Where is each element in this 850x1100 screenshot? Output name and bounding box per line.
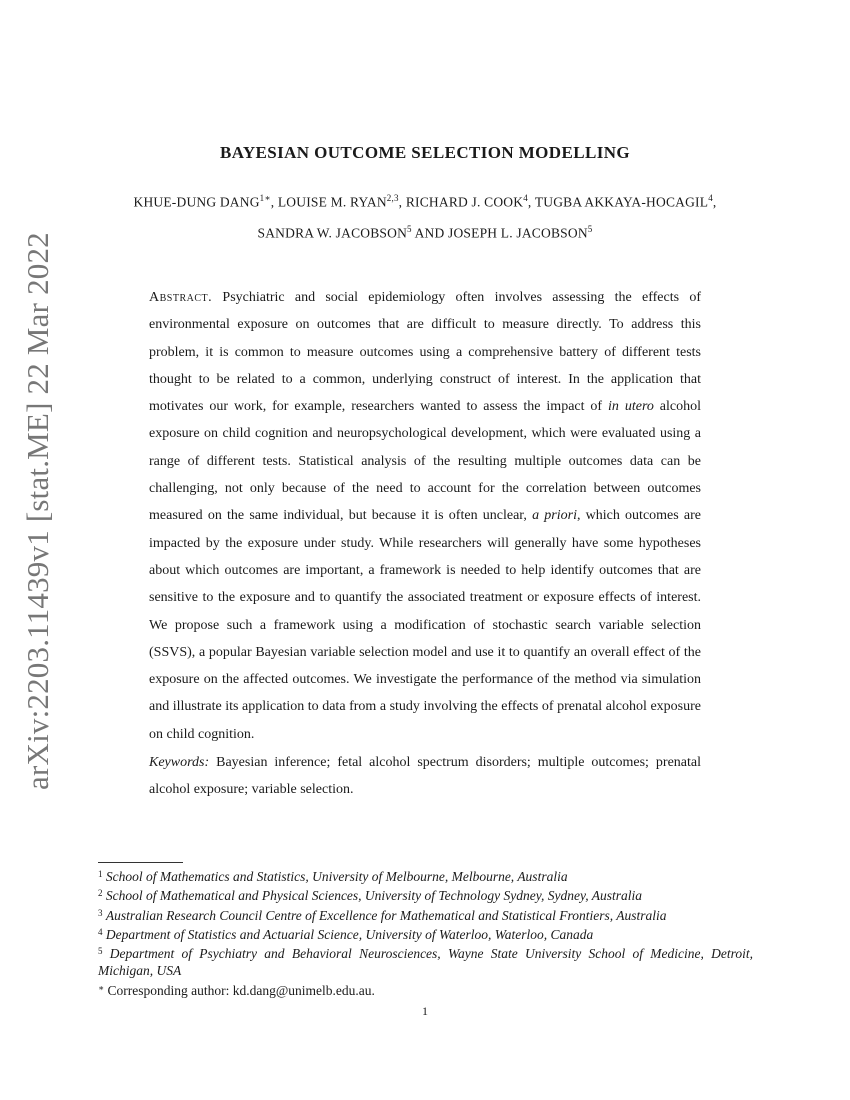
abstract-text: alcohol exposure on child cognition and neuropsychological development, which were evaluated using a range of different tests. Statistical analysis of the resulting multiple outcomes data can be challenging, not only because of the need to account for the correlation between outcomes measured on the same individual, but because it is often unclear,	[149, 399, 702, 524]
footnote-affiliation	[98, 905, 753, 924]
footnote-corresponding-author	[98, 980, 753, 999]
footnote-affiliation	[98, 885, 753, 904]
keywords-text: Bayesian inference; fetal alcohol spectrum disorders; multiple outcomes; prenatal alcohol exposure; variable selection.	[149, 755, 701, 798]
author-name: JOSEPH L. JACOBSON	[448, 225, 588, 240]
author-name: RICHARD J. COOK	[405, 194, 524, 210]
author-affiliation-mark: 4	[708, 193, 713, 203]
footnote-mark: 4	[98, 926, 103, 937]
author-name: LOUISE M. RYAN	[277, 194, 387, 210]
footnote-affiliation	[98, 924, 753, 943]
author-name: KHUE-DUNG DANG	[133, 194, 260, 210]
footnote-mark: 5	[98, 946, 103, 957]
abstract-text: Psychiatric and social epidemiology often involves assessing the effects of environmental exposure on outcomes that are difficult to measure directly. To address this problem, it is common to measure outcomes using a comprehensive battery of different tests thought to be related to a common, underlying construct of interest. In the application that motivates our work, for example, researchers wanted to assess the impact of	[149, 290, 702, 415]
author-affiliation-mark: 5	[587, 223, 593, 234]
author-affiliation-mark: 1∗	[259, 193, 271, 203]
author-affiliation-mark: 4	[523, 193, 528, 203]
author-separator: ,	[270, 194, 278, 210]
page-number: 1	[422, 1004, 428, 1018]
footnote-mark: ∗	[98, 982, 105, 993]
author-name: SANDRA W. JACOBSON	[257, 225, 408, 240]
abstract-label: Abstract.	[149, 290, 213, 305]
author-separator: ,	[712, 194, 717, 210]
keywords-paragraph	[149, 749, 701, 804]
author-line-1	[60, 185, 790, 216]
keywords-label: Keywords:	[149, 755, 210, 770]
footnote-text: Department of Psychiatry and Behavioral Neurosciences, Wayne State University School of Medicine, Detroit, Michigan, USA	[98, 946, 753, 979]
abstract-italic-term: in utero	[608, 399, 654, 415]
footnote-affiliation	[98, 943, 753, 980]
corresponding-author-text: Corresponding author: kd.dang@unimelb.edu.au.	[107, 982, 375, 998]
author-separator: ,	[398, 194, 406, 210]
footnote-mark: 1	[98, 869, 103, 879]
author-line-2	[60, 216, 790, 247]
footnote-text: Australian Research Council Centre of Excellence for Mathematical and Statistical Frontiers, Australia	[105, 907, 667, 923]
footnotes	[98, 866, 753, 999]
footnote-affiliation	[98, 866, 753, 885]
author-separator: AND	[411, 225, 449, 240]
footnote-text: Department of Statistics and Actuarial Science, University of Waterloo, Waterloo, Canada	[105, 926, 594, 942]
author-affiliation-mark: 2,3	[386, 193, 399, 203]
abstract-text: , which outcomes are impacted by the exposure under study. While researchers will generally have some hypotheses about which outcomes are important, a framework is needed to help identify outcomes that are sensitive to the exposure and to quantify the associated treatment or exposure effects of interest. We propose such a framework using a modification of stochastic search variable selection (SSVS), a popular Bayesian variable selection model and use it to quantify an overall effect of the exposure on the affected outcomes. We investigate the performance of the method via simulation and illustrate its application to data from a study involving the effects of prenatal alcohol exposure on child cognition.	[149, 508, 701, 742]
author-name: TUGBA AKKAYA-HOCAGIL	[534, 194, 709, 210]
footnote-mark: 2	[98, 888, 103, 899]
footnote-text: School of Mathematical and Physical Sciences, University of Technology Sydney, Sydney, Australia	[105, 888, 643, 904]
abstract-paragraph	[149, 284, 701, 748]
arxiv-identifier-stamp: arXiv:2203.11439v1 [stat.ME] 22 Mar 2022	[20, 232, 55, 790]
paper-title: BAYESIAN OUTCOME SELECTION MODELLING	[219, 143, 631, 162]
footnote-mark: 3	[98, 907, 103, 918]
author-separator: ,	[527, 194, 535, 210]
footnote-text: School of Mathematics and Statistics, University of Melbourne, Melbourne, Australia	[105, 869, 568, 884]
author-affiliation-mark: 5	[407, 223, 412, 234]
abstract-italic-term: a priori	[532, 508, 577, 524]
author-list	[60, 185, 790, 246]
footnote-divider	[98, 862, 183, 863]
